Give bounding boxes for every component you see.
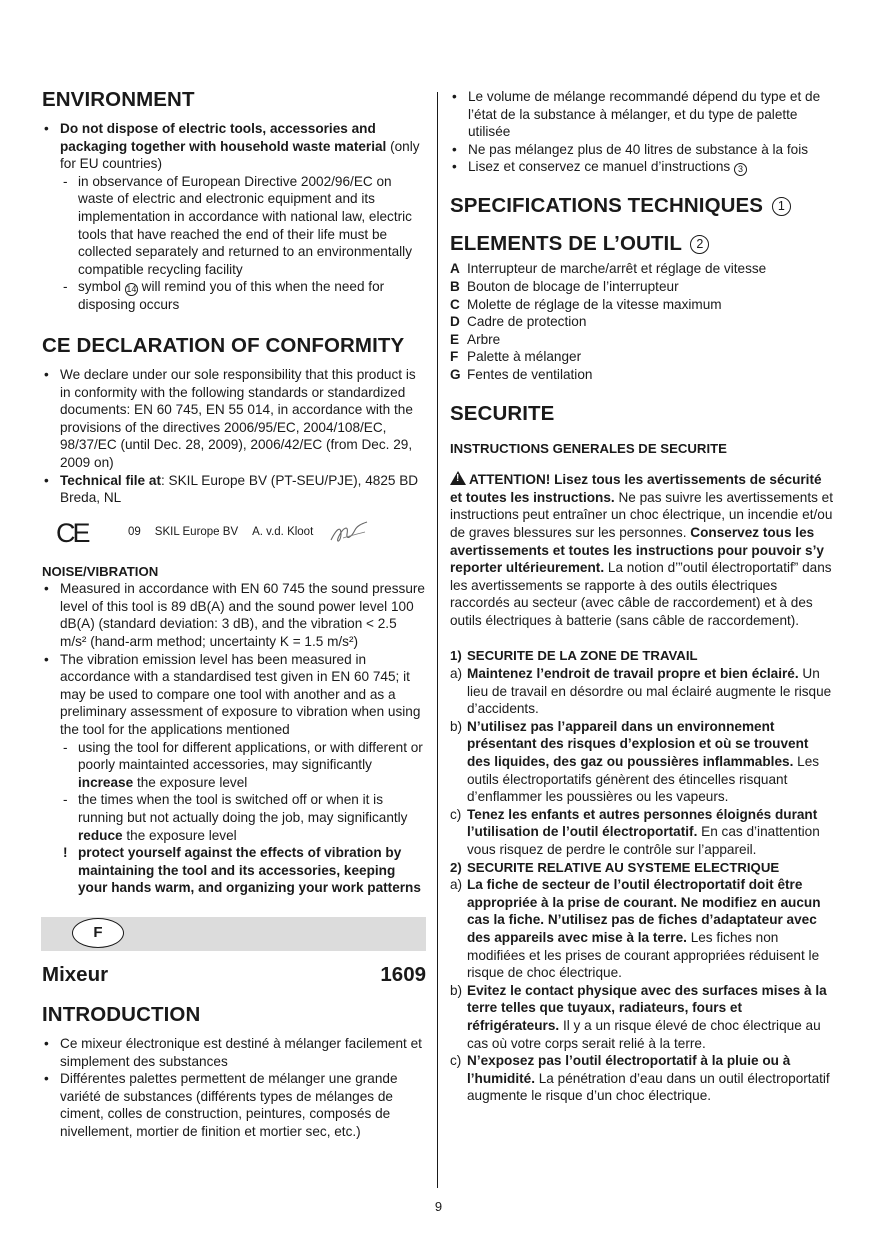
list-item (42, 120, 426, 314)
safety-item (450, 982, 835, 1052)
dash-text: using the tool for different applications, or with different or poorly maintainted accessories, may significantly (78, 739, 423, 773)
list-item (60, 739, 426, 792)
list-item (450, 296, 835, 314)
list-item (450, 313, 835, 331)
element-key: G (450, 366, 461, 382)
bullet-text: Lisez et conservez ce manuel d’instructions (468, 159, 731, 175)
section-work-area (450, 647, 835, 665)
item-text: Il y a un risque élevé de choc électrique au cas où votre corps serait relié à la terre. (467, 1017, 821, 1051)
left-column (42, 88, 426, 1141)
item-key: c) (450, 1053, 462, 1069)
item-bold: Maintenez l’endroit de travail propre et bien éclairé. (467, 666, 799, 682)
dash-text: the times when the tool is switched off or when it is running but not actually doing the job, may significantly (78, 792, 408, 825)
ce-mark-logo: CE (56, 517, 88, 548)
warning-triangle-icon (450, 471, 466, 485)
language-band (41, 917, 426, 951)
environment-list (42, 120, 426, 314)
item-text: Les outils électroportatifs génèrent des étincelles risquant d’enflammer les poussières ou les vapeurs. (467, 754, 820, 805)
item-bold: N’exposez pas l’outil électroportatif à la pluie ou à l’humidité. (467, 1053, 791, 1086)
list-item (42, 651, 426, 897)
list-item (60, 278, 426, 314)
item-bold: Evitez le contact physique avec des surfaces mises à la terre telles que tuyaux, radiateurs, fours et réfrigérateurs. (467, 982, 827, 1033)
list-item (450, 260, 835, 278)
product-name: Mixeur (42, 962, 109, 986)
list-item (450, 331, 835, 349)
list-item: • Le volume de mélange recommandé dépend du type et de l’état de la substance à mélanger, et du type de palette utilisée (450, 88, 835, 141)
technical-file-label: Technical file at (60, 472, 161, 488)
page-number: 9 (434, 1199, 443, 1214)
item-key: a) (450, 877, 463, 893)
environment-heading: ENVIRONMENT (42, 88, 195, 111)
safety-item (450, 718, 835, 806)
safety-item (450, 876, 835, 982)
noise-vibration-heading: NOISE/VIBRATION (42, 563, 159, 579)
section-title: SECURITE RELATIVE AU SYSTEME ELECTRIQUE (467, 859, 780, 875)
section-electrical (450, 859, 835, 877)
item-key: b) (450, 718, 463, 734)
figure-reference-badge: 3 (734, 163, 747, 176)
safety-item (450, 1052, 835, 1105)
item-key: c) (450, 806, 462, 822)
signature-icon (327, 518, 371, 548)
noise-bullet-text: The vibration emission level has been measured in accordance with a standardised test given in EN 60 745; it may be used to compare one tool with another and as a preliminary assessment of exposure to vibration when using the tool for the applications mentioned (60, 651, 421, 738)
element-label: Interrupteur de marche/arrêt et réglage de vitesse (467, 261, 767, 277)
item-text: En cas d’inattention vous risquez de perdre le contrôle sur l’appareil. (467, 824, 820, 857)
securite-heading: SECURITE (450, 401, 555, 425)
section-key: 1) (450, 648, 462, 664)
dash-text: will remind you of this when the need for disposing occurs (78, 279, 385, 313)
item-bold: N’utilisez pas l’appareil dans un environnement présentant des risques d’explosion et où se trouvent des liquides, des gaz ou poussières inflammables. (467, 718, 809, 770)
noise-list (42, 580, 426, 897)
environment-bullet-bold: Do not dispose of electric tools, accessories and packaging together with household waste material (60, 121, 387, 154)
element-key: B (450, 278, 460, 294)
technical-file-address: : SKIL Europe BV (PT-SEU/PJE), 4825 BD Breda, NL (60, 472, 419, 506)
column-divider (437, 92, 438, 1188)
list-item (450, 158, 835, 176)
list-item: • Ne pas mélangez plus de 40 litres de substance à la fois (450, 141, 835, 159)
item-key: b) (450, 982, 463, 998)
element-label: Arbre (467, 331, 501, 347)
dash-text: symbol (78, 279, 122, 295)
list-item: • Ce mixeur électronique est destiné à mélanger facilement et simplement des substances (42, 1035, 426, 1070)
heading-text: SPECIFICATIONS TECHNIQUES (450, 194, 764, 218)
element-label: Cadre de protection (467, 314, 587, 330)
exclamation-icon: ! (63, 845, 68, 861)
item-text: Les fiches non modifiées et les prises de courant appropriées réduisent le risque de choc électrique. (467, 929, 820, 981)
product-number: 1609 (380, 962, 426, 986)
element-label: Palette à mélanger (467, 349, 582, 365)
element-key: A (450, 261, 460, 277)
ce-year: 09 (128, 525, 141, 538)
noise-dash-list (60, 739, 426, 845)
element-key: F (450, 349, 459, 365)
attention-text: La notion d’”outil électroportatif” dans les avertissements se rapporte à des outils électriques raccordés au secteur (avec câble de raccordement) et à des outils électriques à batterie (sans câble de raccordement). (450, 560, 832, 628)
vibration-warning (60, 844, 426, 897)
item-bold: Tenez les enfants et autres personnes éloignés durant l’utilisation de l’outil électroportatif. (467, 806, 818, 840)
heading-text: ELEMENTS DE L’OUTIL (450, 232, 682, 256)
figure-reference-badge: 2 (690, 235, 709, 254)
element-key: D (450, 314, 460, 330)
list-item: • Measured in accordance with EN 60 745 the sound pressure level of this tool is 89 dB(A) and the sound power level 100 dB(A) (standard deviation: 3 dB), and the vibration < 2.5 m/s² (hand-arm method; uncertainty K = 1.5 m/s²) (42, 580, 426, 650)
list-item: - in observance of European Directive 2002/96/EC on waste of electric and electronic equipment and its implementation in accordance with national law, electric tools that have reached the end of their life must be collected separately and returned to an environmentally compatible recycling facility (60, 173, 426, 279)
language-badge: F (72, 918, 124, 948)
element-key: E (450, 331, 460, 347)
safety-item (450, 665, 835, 718)
safety-item (450, 806, 835, 859)
environment-dash-list (60, 173, 426, 314)
element-key: C (450, 296, 460, 312)
list-item (42, 472, 426, 507)
element-label: Bouton de blocage de l’interrupteur (467, 278, 679, 294)
general-safety-subheading: INSTRUCTIONS GENERALES DE SECURITE (450, 440, 727, 456)
list-item: • We declare under our sole responsibility that this product is in conformity with the following standards or standardized documents: EN 60 745, EN 55 014, in accordance with the provisions of the directives 2006/95/EC, 2004/108/EC, 98/37/EC (until Dec. 28, 2009), 2006/42/EC (from Dec. 29, 2009 on) (42, 366, 426, 472)
list-item (450, 278, 835, 296)
tool-elements-list (450, 260, 835, 383)
elements-heading (450, 232, 835, 256)
list-item (450, 366, 835, 384)
list-item (450, 348, 835, 366)
right-column (450, 88, 835, 1105)
ce-list (42, 366, 426, 507)
element-label: Molette de réglage de la vitesse maximum (467, 296, 722, 312)
intro-list (42, 1035, 426, 1141)
item-text: La pénétration d’eau dans un outil électroportatif augmente le risque d’un choc électrique. (467, 1070, 830, 1104)
item-key: a) (450, 666, 463, 682)
ce-company: SKIL Europe BV (154, 525, 239, 538)
item-bold: La fiche de secteur de l’outil électroportatif doit être appropriée à la prise de courant. Ne modifiez en aucun cas la fiche. N’utilisez pas de fiches d’adaptateur avec des appareils avec mise à la terre. (467, 877, 821, 945)
ce-signature-row (42, 513, 426, 553)
dash-emphasis: reduce (78, 827, 123, 843)
symbol-reference-badge: 14 (126, 284, 137, 295)
list-item (60, 791, 426, 844)
dash-emphasis: increase (78, 774, 134, 790)
environment-bullet-rest: (only for EU countries) (60, 138, 420, 172)
introduction-heading: INTRODUCTION (42, 1002, 201, 1026)
intro-continued-list (450, 88, 835, 176)
ce-declaration-heading: CE DECLARATION OF CONFORMITY (42, 333, 405, 357)
figure-reference-badge: 1 (772, 197, 791, 216)
attention-bold: ATTENTION! Lisez tous les avertissements de sécurité et toutes les instructions. (450, 472, 822, 505)
section-key: 2) (450, 859, 462, 875)
item-text: Un lieu de travail en désordre ou mal éclairé augmente le risque d’accidents. (467, 666, 832, 717)
attention-paragraph (450, 471, 835, 629)
list-item: • Différentes palettes permettent de mélanger une grande variété de substances (différents types de mélanges de ciment, colles de construction, peintures, composés de nivellement, mortier de finition et mortier sec, etc.) (42, 1070, 426, 1140)
dash-text: the exposure level (126, 827, 237, 843)
product-title-row (42, 963, 426, 987)
section-title: SECURITE DE LA ZONE DE TRAVAIL (467, 648, 698, 664)
attention-text: Ne pas suivre les avertissements et instructions peut entraîner un choc électrique, un incendie et/ou de graves blessures sur les personnes. (450, 489, 834, 540)
dash-text: the exposure level (136, 774, 248, 790)
warning-text: protect yourself against the effects of vibration by maintaining the tool and its accessories, keeping your hands warm, and organizing your work patterns (78, 845, 421, 896)
specifications-heading (450, 194, 835, 218)
element-label: Fentes de ventilation (467, 366, 593, 382)
attention-bold: Conservez tous les avertissements et toutes les instructions pour pouvoir s’y reporter ultérieurement. (450, 524, 824, 576)
ce-signatory: A. v.d. Kloot (252, 525, 314, 538)
